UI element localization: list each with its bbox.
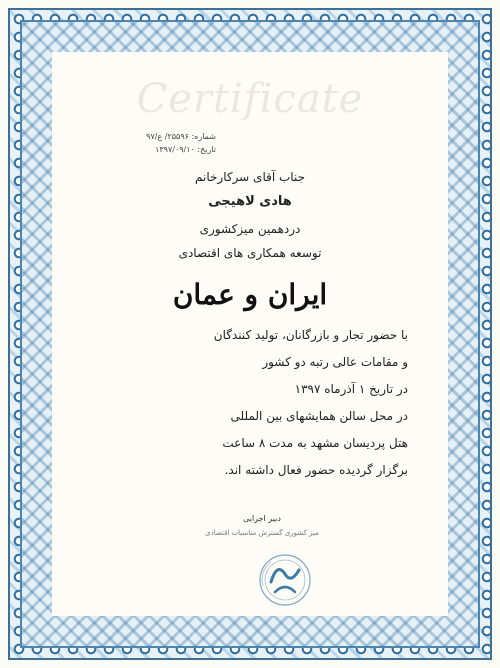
signatory-title: دبیر اجرایی: [243, 514, 281, 523]
body-line: در تاریخ ۱ آذرماه ۱۳۹۷: [294, 382, 408, 396]
event-title-line2: توسعه همکاری های اقتصادی: [178, 246, 322, 260]
event-title-line1: دردهمین میزکشوری: [199, 222, 301, 236]
body-line: و مقامات عالی رتبه دو کشور: [262, 355, 408, 369]
signatory-org: میز کشوری گسترش مناسبات اقتصادی: [205, 529, 319, 537]
body-line: در محل سالن همایشهای بین المللی: [230, 409, 408, 423]
certificate-body: [92, 322, 408, 484]
reference-number: شماره: ۲۵۵۹۶/ ع/۹۷: [146, 132, 216, 141]
salutation: جناب آقای سرکارخانم: [195, 170, 305, 184]
body-line: برگزار گردیده حضور فعال داشته اند.: [224, 463, 408, 477]
organization-seal-icon: [257, 552, 313, 608]
countries-calligraphy: ایران و عمان: [172, 278, 328, 311]
reference-meta: [96, 130, 216, 156]
reference-date: تاریخ: ۱۳۹۷/۰۹/۱۰: [155, 145, 216, 154]
certificate-watermark: Certificate: [136, 76, 364, 122]
certificate-paper: [52, 52, 448, 616]
body-line: با حضور تجار و بازرگانان، تولید کنندگان: [213, 328, 408, 342]
recipient-name: هادی لاهیجی: [208, 194, 292, 209]
body-line: هتل پردیسان مشهد به مدت ۸ ساعت: [222, 436, 408, 450]
